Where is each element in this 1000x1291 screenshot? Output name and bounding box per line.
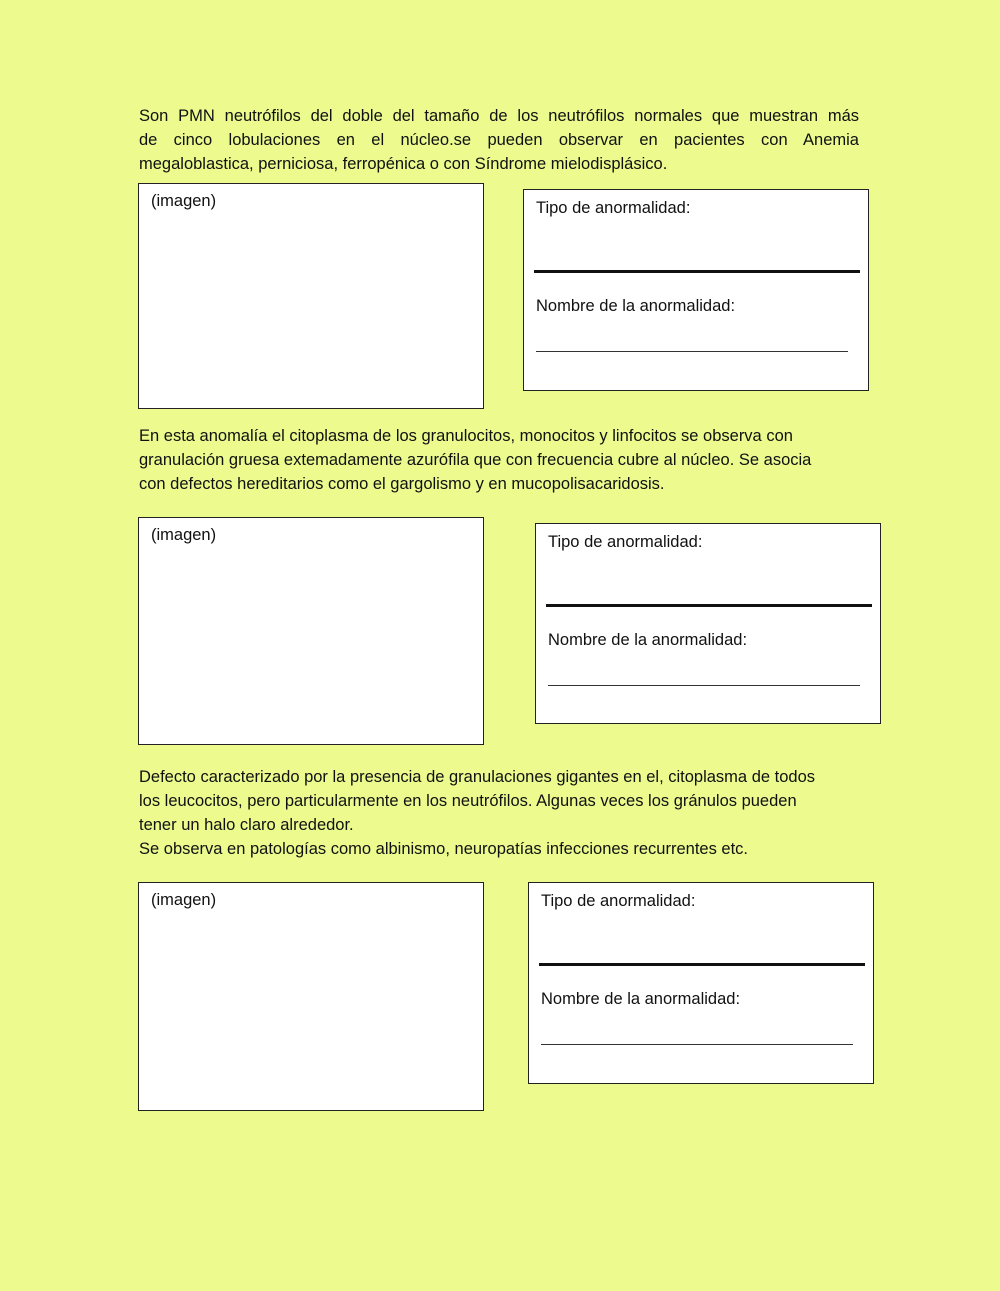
tipo-answer-line-2 [546, 604, 872, 607]
answer-box-3 [528, 882, 874, 1084]
nombre-input-3[interactable] [541, 1020, 845, 1044]
nombre-answer-line-2 [548, 685, 860, 686]
nombre-label-3: Nombre de la anormalidad: [541, 990, 741, 1008]
description-1-line-3: megaloblastica, perniciosa, ferropénica o con Síndrome mielodisplásico. [139, 155, 668, 173]
description-2-line-2: granulación gruesa extemadamente azurófila que con frecuencia cubre al núcleo. Se asocia [139, 451, 812, 469]
tipo-input-1[interactable] [536, 245, 840, 269]
image-placeholder-1-label: (imagen) [151, 192, 217, 210]
image-placeholder-2-label: (imagen) [151, 526, 217, 544]
nombre-input-2[interactable] [548, 661, 852, 685]
description-2-line-1: En esta anomalía el citoplasma de los granulocitos, monocitos y linfocitos se observa con [139, 427, 793, 445]
answer-box-2 [535, 523, 881, 724]
nombre-input-1[interactable] [536, 327, 840, 351]
image-placeholder-1[interactable] [138, 183, 484, 409]
description-2 [139, 424, 859, 496]
nombre-label-1: Nombre de la anormalidad: [536, 297, 736, 315]
nombre-answer-line-1 [536, 351, 848, 352]
answer-box-1 [523, 189, 869, 391]
tipo-label-2: Tipo de anormalidad: [548, 533, 703, 551]
tipo-answer-line-1 [534, 270, 860, 273]
nombre-label-2: Nombre de la anormalidad: [548, 631, 748, 649]
description-3-line-1: Defecto caracterizado por la presencia de granulaciones gigantes en el, citoplasma de todos [139, 768, 815, 786]
tipo-label-1: Tipo de anormalidad: [536, 199, 691, 217]
description-3-line-2: los leucocitos, pero particularmente en los neutrófilos. Algunas veces los gránulos pueden [139, 792, 797, 810]
tipo-input-3[interactable] [541, 938, 845, 962]
image-placeholder-3[interactable] [138, 882, 484, 1111]
nombre-answer-line-3 [541, 1044, 853, 1045]
tipo-answer-line-3 [539, 963, 865, 966]
tipo-label-3: Tipo de anormalidad: [541, 892, 696, 910]
description-1-line-1: Son PMN neutrófilos del doble del tamaño de los neutrófilos normales que muestran más [139, 107, 859, 125]
image-placeholder-3-label: (imagen) [151, 891, 217, 909]
description-3-line-4: Se observa en patologías como albinismo, neuropatías infecciones recurrentes etc. [139, 840, 749, 858]
tipo-input-2[interactable] [548, 579, 852, 603]
description-1 [139, 104, 859, 176]
description-3 [139, 765, 859, 861]
image-placeholder-2[interactable] [138, 517, 484, 745]
description-1-line-2: de cinco lobulaciones en el núcleo.se pueden observar en pacientes con Anemia [139, 131, 859, 149]
description-3-line-3: tener un halo claro alrededor. [139, 816, 354, 834]
description-2-line-3: con defectos hereditarios como el gargolismo y en mucopolisacaridosis. [139, 475, 665, 493]
